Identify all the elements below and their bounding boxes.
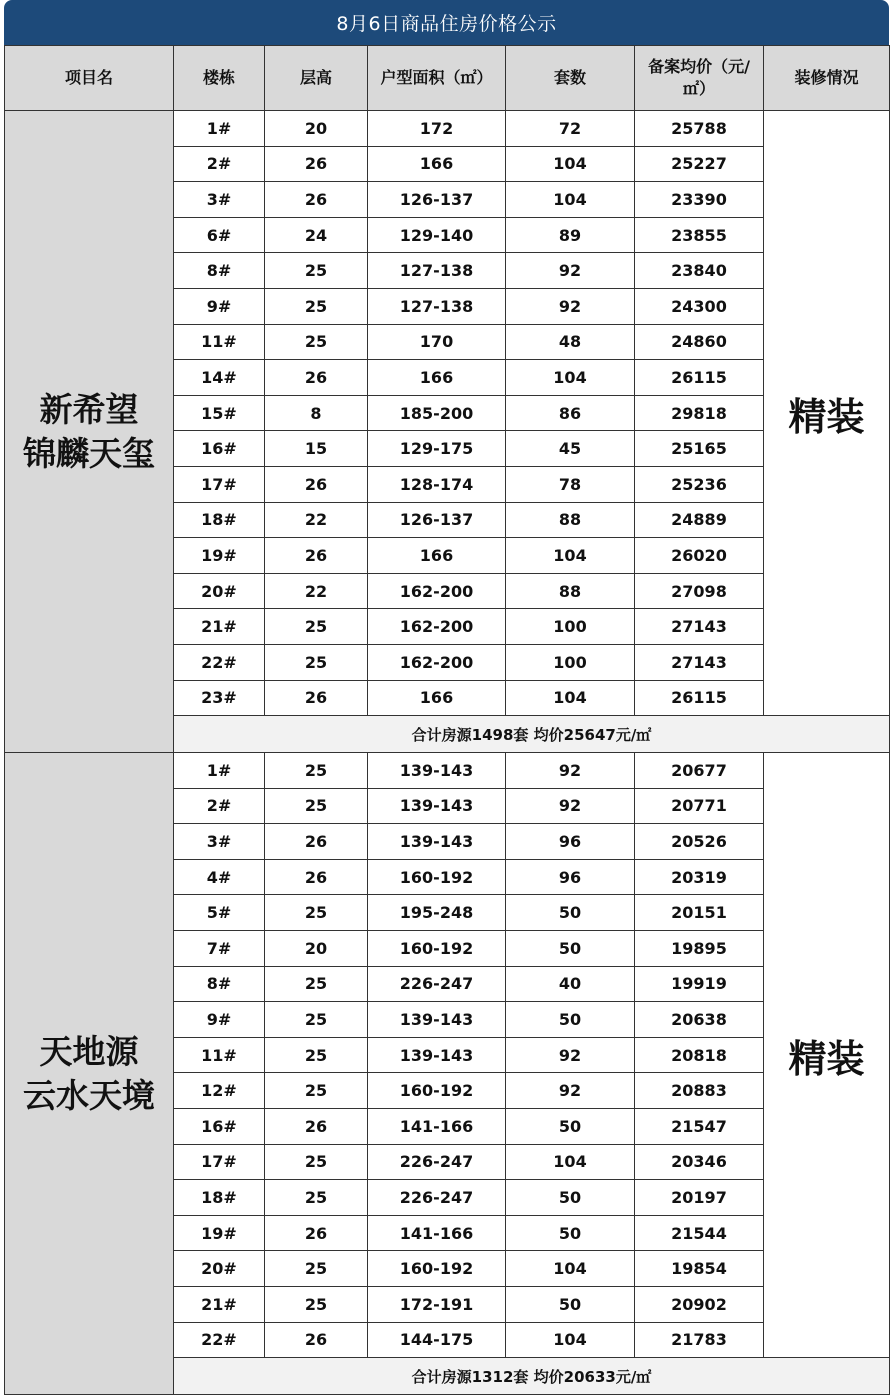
cell-building: 19# <box>174 538 265 574</box>
cell-floors: 24 <box>265 217 368 253</box>
cell-floors: 25 <box>265 1287 368 1323</box>
cell-units: 100 <box>506 609 635 645</box>
cell-floors: 25 <box>265 895 368 931</box>
cell-building: 14# <box>174 360 265 396</box>
cell-floors: 25 <box>265 753 368 789</box>
cell-floors: 25 <box>265 1180 368 1216</box>
cell-price: 20346 <box>635 1144 764 1180</box>
project-name-cell <box>5 111 174 753</box>
cell-units: 78 <box>506 466 635 502</box>
header-row <box>5 46 890 111</box>
cell-floors: 20 <box>265 111 368 147</box>
cell-area: 139-143 <box>368 753 506 789</box>
cell-floors: 25 <box>265 1144 368 1180</box>
cell-building: 17# <box>174 1144 265 1180</box>
cell-area: 139-143 <box>368 788 506 824</box>
cell-price: 25236 <box>635 466 764 502</box>
cell-units: 104 <box>506 1251 635 1287</box>
cell-price: 26115 <box>635 680 764 716</box>
cell-units: 92 <box>506 753 635 789</box>
header-building: 楼栋 <box>174 46 265 111</box>
cell-units: 92 <box>506 788 635 824</box>
header-floors: 层高 <box>265 46 368 111</box>
cell-floors: 26 <box>265 538 368 574</box>
cell-area: 141-166 <box>368 1109 506 1145</box>
cell-area: 166 <box>368 360 506 396</box>
summary-cell: 合计房源1312套 均价20633元/㎡ <box>174 1358 890 1395</box>
cell-area: 226-247 <box>368 1144 506 1180</box>
cell-floors: 15 <box>265 431 368 467</box>
cell-building: 1# <box>174 753 265 789</box>
header-price-line1: 备案均价（元/ <box>648 57 750 76</box>
header-price <box>635 46 764 111</box>
cell-area: 139-143 <box>368 1002 506 1038</box>
cell-building: 18# <box>174 1180 265 1216</box>
cell-units: 50 <box>506 1287 635 1323</box>
cell-floors: 26 <box>265 824 368 860</box>
cell-units: 104 <box>506 1144 635 1180</box>
cell-price: 23840 <box>635 253 764 289</box>
cell-building: 20# <box>174 573 265 609</box>
cell-building: 21# <box>174 609 265 645</box>
cell-area: 126-137 <box>368 502 506 538</box>
cell-price: 20526 <box>635 824 764 860</box>
cell-area: 129-140 <box>368 217 506 253</box>
cell-building: 12# <box>174 1073 265 1109</box>
cell-floors: 26 <box>265 182 368 218</box>
header-price-line2: ㎡） <box>682 79 715 98</box>
project-name-cell <box>5 753 174 1395</box>
cell-units: 50 <box>506 1215 635 1251</box>
cell-price: 20197 <box>635 1180 764 1216</box>
cell-building: 9# <box>174 1002 265 1038</box>
cell-price: 19854 <box>635 1251 764 1287</box>
cell-building: 19# <box>174 1215 265 1251</box>
header-decoration: 装修情况 <box>764 46 890 111</box>
cell-building: 17# <box>174 466 265 502</box>
cell-units: 104 <box>506 1322 635 1358</box>
cell-area: 160-192 <box>368 1073 506 1109</box>
cell-building: 3# <box>174 824 265 860</box>
cell-building: 2# <box>174 788 265 824</box>
cell-price: 20902 <box>635 1287 764 1323</box>
cell-floors: 8 <box>265 395 368 431</box>
cell-area: 139-143 <box>368 1037 506 1073</box>
cell-price: 27143 <box>635 644 764 680</box>
cell-units: 96 <box>506 824 635 860</box>
cell-area: 170 <box>368 324 506 360</box>
cell-units: 88 <box>506 502 635 538</box>
cell-area: 162-200 <box>368 609 506 645</box>
decoration-cell: 精装 <box>764 753 890 1358</box>
cell-price: 25227 <box>635 146 764 182</box>
cell-building: 3# <box>174 182 265 218</box>
cell-floors: 25 <box>265 1002 368 1038</box>
cell-area: 127-138 <box>368 253 506 289</box>
cell-units: 104 <box>506 680 635 716</box>
cell-price: 24300 <box>635 288 764 324</box>
cell-area: 160-192 <box>368 1251 506 1287</box>
cell-units: 92 <box>506 1073 635 1109</box>
cell-price: 19919 <box>635 966 764 1002</box>
cell-units: 104 <box>506 182 635 218</box>
cell-floors: 26 <box>265 680 368 716</box>
cell-floors: 25 <box>265 1073 368 1109</box>
cell-area: 166 <box>368 146 506 182</box>
cell-price: 23855 <box>635 217 764 253</box>
cell-price: 21783 <box>635 1322 764 1358</box>
cell-price: 29818 <box>635 395 764 431</box>
cell-area: 226-247 <box>368 1180 506 1216</box>
cell-price: 19895 <box>635 931 764 967</box>
cell-price: 25788 <box>635 111 764 147</box>
summary-cell: 合计房源1498套 均价25647元/㎡ <box>174 716 890 753</box>
project-name-line2: 锦麟天玺 <box>23 433 155 473</box>
cell-price: 20638 <box>635 1002 764 1038</box>
cell-price: 24889 <box>635 502 764 538</box>
cell-floors: 26 <box>265 1109 368 1145</box>
cell-units: 48 <box>506 324 635 360</box>
cell-area: 162-200 <box>368 644 506 680</box>
cell-area: 127-138 <box>368 288 506 324</box>
cell-units: 50 <box>506 1002 635 1038</box>
cell-price: 27098 <box>635 573 764 609</box>
cell-building: 11# <box>174 324 265 360</box>
cell-building: 5# <box>174 895 265 931</box>
cell-area: 166 <box>368 538 506 574</box>
cell-building: 8# <box>174 966 265 1002</box>
cell-units: 96 <box>506 859 635 895</box>
table-body <box>5 111 890 1395</box>
cell-area: 172 <box>368 111 506 147</box>
cell-floors: 25 <box>265 609 368 645</box>
cell-area: 141-166 <box>368 1215 506 1251</box>
cell-floors: 25 <box>265 966 368 1002</box>
cell-price: 26115 <box>635 360 764 396</box>
cell-floors: 25 <box>265 253 368 289</box>
cell-building: 6# <box>174 217 265 253</box>
cell-price: 23390 <box>635 182 764 218</box>
cell-building: 15# <box>174 395 265 431</box>
cell-building: 16# <box>174 1109 265 1145</box>
cell-price: 24860 <box>635 324 764 360</box>
cell-price: 25165 <box>635 431 764 467</box>
cell-floors: 26 <box>265 360 368 396</box>
cell-building: 18# <box>174 502 265 538</box>
cell-area: 144-175 <box>368 1322 506 1358</box>
cell-floors: 20 <box>265 931 368 967</box>
cell-price: 21544 <box>635 1215 764 1251</box>
cell-price: 20883 <box>635 1073 764 1109</box>
cell-units: 92 <box>506 253 635 289</box>
cell-units: 45 <box>506 431 635 467</box>
cell-area: 195-248 <box>368 895 506 931</box>
cell-floors: 26 <box>265 1215 368 1251</box>
cell-building: 4# <box>174 859 265 895</box>
cell-price: 27143 <box>635 609 764 645</box>
cell-units: 92 <box>506 1037 635 1073</box>
cell-building: 2# <box>174 146 265 182</box>
cell-floors: 22 <box>265 573 368 609</box>
cell-floors: 22 <box>265 502 368 538</box>
cell-units: 104 <box>506 538 635 574</box>
cell-floors: 26 <box>265 146 368 182</box>
cell-building: 22# <box>174 644 265 680</box>
cell-price: 20151 <box>635 895 764 931</box>
cell-floors: 25 <box>265 1251 368 1287</box>
cell-area: 185-200 <box>368 395 506 431</box>
cell-floors: 25 <box>265 324 368 360</box>
price-table <box>4 45 890 1395</box>
cell-units: 88 <box>506 573 635 609</box>
project-name-line1: 新希望 <box>39 389 139 429</box>
cell-area: 129-175 <box>368 431 506 467</box>
cell-price: 20677 <box>635 753 764 789</box>
cell-price: 21547 <box>635 1109 764 1145</box>
cell-building: 20# <box>174 1251 265 1287</box>
cell-units: 50 <box>506 1109 635 1145</box>
cell-floors: 25 <box>265 788 368 824</box>
project-name-line2: 云水天境 <box>23 1075 155 1115</box>
cell-units: 50 <box>506 895 635 931</box>
cell-units: 100 <box>506 644 635 680</box>
cell-building: 11# <box>174 1037 265 1073</box>
cell-floors: 26 <box>265 859 368 895</box>
cell-area: 139-143 <box>368 824 506 860</box>
cell-units: 92 <box>506 288 635 324</box>
cell-units: 104 <box>506 360 635 396</box>
cell-units: 86 <box>506 395 635 431</box>
page-title: 8月6日商品住房价格公示 <box>4 0 889 45</box>
cell-area: 160-192 <box>368 931 506 967</box>
cell-units: 89 <box>506 217 635 253</box>
cell-building: 16# <box>174 431 265 467</box>
cell-area: 126-137 <box>368 182 506 218</box>
cell-price: 20771 <box>635 788 764 824</box>
table-row <box>5 111 890 147</box>
cell-price: 20319 <box>635 859 764 895</box>
header-area: 户型面积（㎡） <box>368 46 506 111</box>
cell-area: 128-174 <box>368 466 506 502</box>
header-units: 套数 <box>506 46 635 111</box>
cell-area: 160-192 <box>368 859 506 895</box>
cell-area: 166 <box>368 680 506 716</box>
cell-building: 7# <box>174 931 265 967</box>
table-row <box>5 753 890 789</box>
cell-building: 21# <box>174 1287 265 1323</box>
cell-building: 9# <box>174 288 265 324</box>
cell-area: 162-200 <box>368 573 506 609</box>
cell-area: 172-191 <box>368 1287 506 1323</box>
cell-floors: 25 <box>265 1037 368 1073</box>
project-name-line1: 天地源 <box>39 1031 139 1071</box>
cell-floors: 25 <box>265 288 368 324</box>
cell-building: 23# <box>174 680 265 716</box>
decoration-cell: 精装 <box>764 111 890 716</box>
cell-floors: 26 <box>265 466 368 502</box>
cell-floors: 25 <box>265 644 368 680</box>
cell-units: 50 <box>506 1180 635 1216</box>
cell-area: 226-247 <box>368 966 506 1002</box>
cell-building: 1# <box>174 111 265 147</box>
cell-units: 72 <box>506 111 635 147</box>
cell-units: 40 <box>506 966 635 1002</box>
cell-price: 26020 <box>635 538 764 574</box>
cell-units: 50 <box>506 931 635 967</box>
cell-units: 104 <box>506 146 635 182</box>
cell-floors: 26 <box>265 1322 368 1358</box>
cell-price: 20818 <box>635 1037 764 1073</box>
header-project: 项目名 <box>5 46 174 111</box>
cell-building: 8# <box>174 253 265 289</box>
cell-building: 22# <box>174 1322 265 1358</box>
